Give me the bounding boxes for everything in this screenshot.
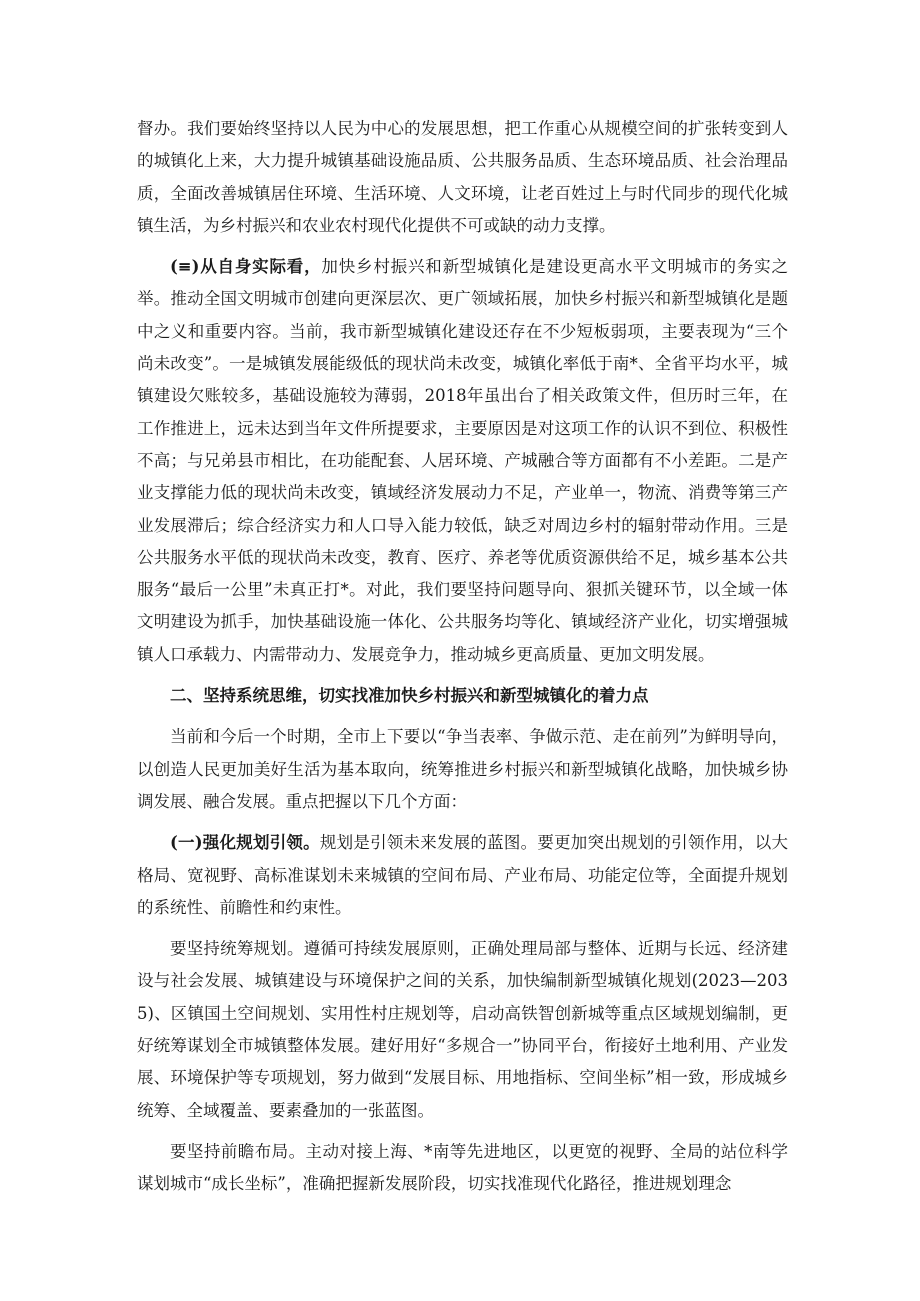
paragraph-overall-planning: 要坚持统筹规划。遵循可持续发展原则，正确处理局部与整体、近期与长远、经济建设与社会发展、城镇建设与环境保护之间的关系，加快编制新型城镇化规划(2023—2035)、区镇国土空间规划、实用性村庄规划等，启动高铁智创新城等重点区域规划编制，更好统筹谋划全市城镇整体发展。建好用好“多规合一”协同平台，衔接好土地利用、产业发展、环境保护等专项规划，努力做到“发展目标、用地指标、空间坐标”相一致，形成城乡统筹、全域覆盖、要素叠加的一张蓝图。 <box>137 939 788 1120</box>
paragraph-forward-layout: 要坚持前瞻布局。主动对接上海、*南等先进地区，以更宽的视野、全局的站位科学谋划城市“成长坐标”，准确把握新发展阶段，切实找准现代化路径，推进规划理念 <box>137 1141 788 1194</box>
paragraph-continuation: 督办。我们要始终坚持以人民为中心的发展思想，把工作重心从规模空间的扩张转变到人的城镇化上来，大力提升城镇基础设施品质、公共服务品质、生态环境品质、社会治理品质，全面改善城镇居住环境、生活环境、人文环境，让老百姓过上与时代同步的现代化城镇生活，为乡村振兴和农业农村现代化提供不可或缺的动力支撑。 <box>137 119 788 235</box>
paragraph-planning <box>137 827 788 924</box>
section-body-three: 加快乡村振兴和新型城镇化是建设更高水平文明城市的务实之举。推动全国文明城市创建向更深层次、更广领域拓展，加快乡村振兴和新型城镇化是题中之义和重要内容。当前，我市新型城镇化建设还存在不少短板弱项，主要表现为“三个尚未改变”。一是城镇发展能级低的现状尚未改变，城镇化率低于南*、全省平均水平，城镇建设欠账较多，基础设施较为薄弱，2018年虽出台了相关政策文件，但历时三年，在工作推进上，远未达到当年文件所提要求，主要原因是对这项工作的认识不到位、积极性不高；与兄弟县市相比，在功能配套、人居环境、产城融合等方面都有不小差距。二是产业支撑能力低的现状尚未改变，镇域经济发展动力不足，产业单一，物流、消费等第三产业发展滞后；综合经济实力和人口导入能力较低，缺乏对周边乡村的辐射带动作用。三是公共服务水平低的现状尚未改变，教育、医疗、养老等优质资源供给不足，城乡基本公共服务“最后一公里”未真正打*。对此，我们要坚持问题导向、狠抓关键环节，以全域一体文明建设为抓手，加快基础设施一体化、公共服务均等化、镇域经济产业化，切实增强城镇人口承载力、内需带动力、发展竞争力，推动城乡更高质量、更加文明发展。 <box>137 257 788 664</box>
section-heading-two: 二、坚持系统思维，切实找准加快乡村振兴和新型城镇化的着力点 <box>170 686 649 706</box>
planning-body: 规划是引领未来发展的蓝图。要更加突出规划的引领作用，以大格局、宽视野、高标准谋划未来城镇的空间布局、产业布局、功能定位等，全面提升规划的系统性、前瞻性和约束性。 <box>137 833 789 917</box>
section-lead-three: (≡)从自身实际看， <box>170 257 322 277</box>
paragraph-section-three <box>137 251 788 671</box>
paragraph-intro: 当前和今后一个时期，全市上下要以“争当表率、争做示范、走在前列”为鲜明导向，以创造人民更加美好生活为基本取向，统筹推进乡村振兴和新型城镇化战略，加快城乡协调发展、融合发展。重点把握以下几个方面： <box>137 727 788 811</box>
planning-lead: (一)强化规划引领。 <box>170 833 320 853</box>
